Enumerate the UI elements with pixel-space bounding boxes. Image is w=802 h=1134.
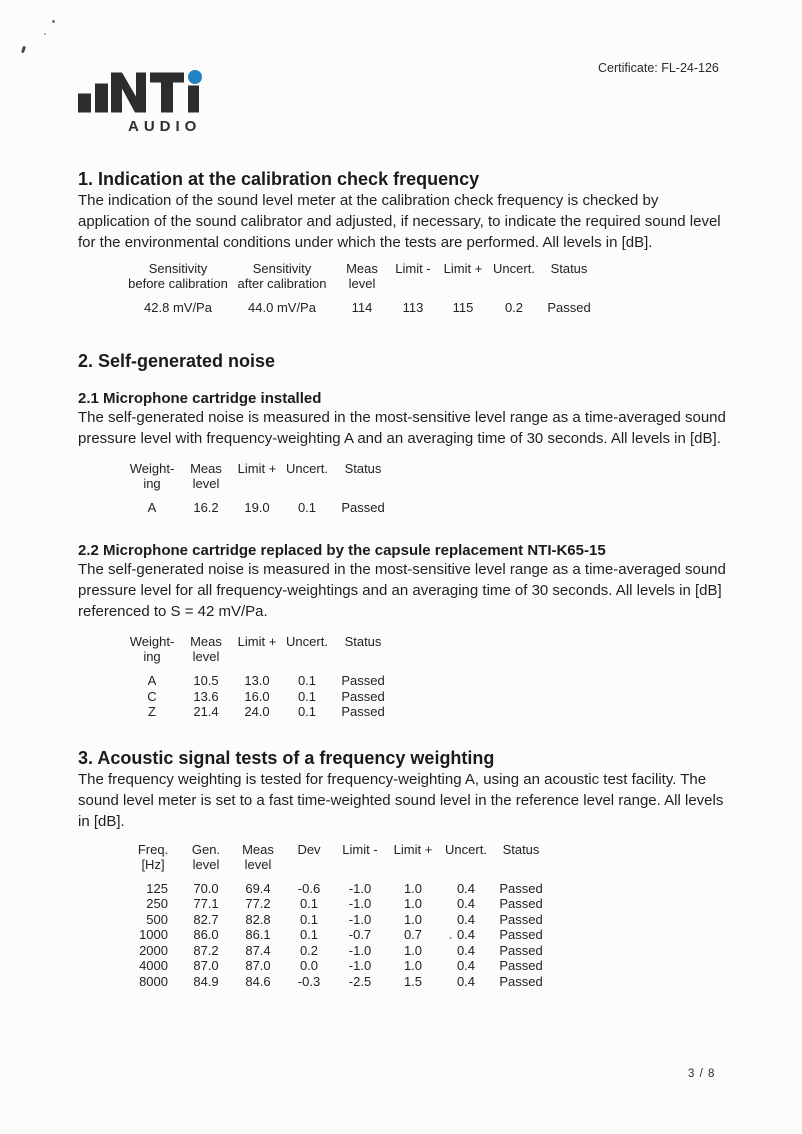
table-cell: 70.0	[193, 880, 219, 896]
column-header: Gen. level	[191, 841, 221, 872]
table-cell: 1.0	[403, 942, 423, 958]
table-cell: 500	[146, 911, 168, 927]
self-noise-installed-table	[124, 461, 394, 516]
table-cell: 0.1	[299, 911, 319, 927]
nti-audio-logo	[78, 68, 238, 140]
column-header: Meas level	[190, 460, 222, 491]
column-header: Limit +	[443, 261, 483, 276]
table-cell: 24.0	[244, 704, 270, 719]
table-cell: 86.0	[193, 927, 219, 942]
table-cell: 0.4	[456, 942, 476, 958]
column-header: Meas level	[190, 634, 222, 664]
section-2-1-heading: 2.1 Microphone cartridge installed	[78, 389, 322, 407]
column-header: Limit -	[395, 261, 431, 276]
column-header: Dev	[297, 841, 321, 857]
column-header: Status	[502, 841, 540, 857]
table-cell: -2.5	[348, 973, 372, 989]
column-header: Limit +	[237, 460, 277, 476]
table-cell: 87.0	[193, 958, 219, 973]
table-cell: 82.7	[193, 911, 219, 927]
section-2-2-paragraph: The self-generated noise is measured in the most-sensitive level range as a time-averaged sound pressure level for all frequency-weightings and an averaging time of 30 seconds. All levels in [dB] referenced to S = 42 mV/Pa.	[78, 561, 726, 620]
table-cell: 77.1	[193, 896, 219, 911]
table-cell: 0.4	[456, 896, 476, 911]
table-cell: 87.4	[245, 942, 271, 958]
table-cell: 0.1	[297, 673, 317, 688]
table-cell: 77.2	[245, 896, 271, 911]
table-cell: 87.0	[245, 958, 271, 973]
table-cell: 1.0	[403, 880, 423, 896]
table-cell: 19.0	[244, 499, 270, 515]
column-header: Sensitivity after calibration	[237, 261, 327, 291]
table-cell: -1.0	[348, 880, 372, 896]
scan-artifact	[44, 33, 46, 35]
table-row	[126, 896, 550, 912]
table-cell: 0.1	[297, 688, 317, 704]
column-header: Uncert.	[445, 841, 487, 857]
logo-bar-large	[95, 84, 108, 113]
table-cell: Passed	[341, 673, 385, 688]
table-cell: 0.1	[299, 927, 319, 942]
table-cell: 86.1	[245, 927, 271, 942]
table-cell: 4000	[139, 958, 168, 973]
scan-artifact	[21, 46, 26, 54]
table-cell: -0.6	[297, 880, 321, 896]
logo-letter-t	[150, 73, 184, 113]
table-row	[128, 300, 598, 316]
table-cell: 0.2	[299, 942, 319, 958]
column-header: Status	[344, 634, 382, 649]
nti-logo-letters	[78, 68, 218, 115]
section-2-1-paragraph: The self-generated noise is measured in the most-sensitive level range as a time-averaged sound pressure level with frequency-weighting A and an averaging time of 30 seconds. All levels in [dB].	[78, 408, 726, 447]
table-cell: 82.8	[245, 911, 271, 927]
table-row	[126, 927, 550, 943]
table-cell: 0.1	[297, 704, 317, 719]
column-header: Meas level	[242, 841, 274, 872]
table-cell: Passed	[499, 927, 543, 942]
table-row	[124, 673, 394, 689]
certificate-number: Certificate: FL-24-126	[598, 61, 719, 75]
table-cell: 84.9	[193, 973, 219, 989]
table-cell: 114	[351, 300, 373, 315]
section-1-paragraph: The indication of the sound level meter at the calibration check frequency is checked by application of the sound calibrator and adjusted, if necessary, to indicate the required sound level for the environmental conditions under which the tests are performed. All levels in [dB].	[78, 192, 721, 251]
table-cell: 1.5	[403, 973, 423, 989]
table-cell: 10.5	[193, 673, 219, 688]
frequency-weighting-table	[126, 842, 550, 990]
section-3-paragraph: The frequency weighting is tested for frequency-weighting A, using an acoustic test facility. The sound level meter is set to a fast time-weighted sound level in the reference level range. All levels in [dB].	[78, 770, 724, 830]
document-body	[78, 168, 738, 989]
section-2-heading: 2. Self-generated noise	[78, 350, 276, 371]
table-row	[126, 912, 550, 928]
table-cell: Passed	[499, 880, 543, 896]
table-cell: 1.0	[403, 911, 423, 927]
table-cell: -0.7	[348, 927, 372, 942]
table-cell: -1.0	[348, 896, 372, 911]
table-cell: Passed	[547, 300, 591, 315]
table-cell: 0.0	[299, 958, 319, 973]
table-cell: A	[147, 673, 157, 688]
table-cell: 115	[452, 300, 474, 315]
column-header: Status	[550, 261, 588, 276]
table-cell: 1.0	[403, 896, 423, 911]
logo-letter-n	[111, 73, 146, 113]
column-header: Limit +	[393, 841, 433, 857]
table-cell: -0.3	[297, 973, 321, 989]
table-cell: -1.0	[348, 958, 372, 973]
table-cell: C	[147, 688, 157, 704]
column-header: Limit +	[237, 634, 277, 649]
table-cell: 42.8 mV/Pa	[144, 300, 212, 315]
table-cell: 125	[146, 880, 168, 896]
logo-audio-text: AUDIO	[128, 118, 202, 135]
table-cell: 1000	[139, 927, 168, 942]
table-cell: 250	[146, 896, 168, 911]
table-cell: Passed	[499, 911, 543, 927]
table-cell: Passed	[341, 499, 385, 515]
table-cell: 0.4	[456, 958, 476, 973]
calibration-check-table	[128, 261, 598, 316]
self-noise-replaced-table	[124, 634, 394, 720]
section-3-heading: 3. Acoustic signal tests of a frequency weighting	[78, 747, 495, 768]
table-cell: 16.2	[193, 499, 219, 515]
section-2-2-heading: 2.2 Microphone cartridge replaced by the capsule replacement NTI-K65-15	[78, 542, 606, 559]
table-cell: 113	[402, 300, 424, 315]
scan-artifact	[52, 20, 55, 23]
table-cell: -1.0	[348, 911, 372, 927]
section-1-heading: 1. Indication at the calibration check frequency	[78, 169, 480, 189]
table-cell: 84.6	[245, 973, 271, 989]
table-cell: 13.0	[244, 673, 270, 688]
table-cell: Passed	[341, 704, 385, 719]
table-row	[126, 943, 550, 959]
table-row	[126, 958, 550, 974]
table-cell: -1.0	[348, 942, 372, 958]
logo-bar-small	[78, 94, 91, 113]
table-cell: 1.0	[403, 958, 423, 973]
table-cell: Z	[148, 704, 156, 719]
column-header: Uncert.	[286, 460, 328, 476]
column-header: Freq. [Hz]	[137, 841, 169, 872]
table-cell: 69.4	[245, 880, 271, 896]
column-header: Weight- ing	[129, 460, 175, 491]
column-header: Limit -	[342, 841, 378, 857]
table-cell: 44.0 mV/Pa	[248, 300, 316, 315]
column-header: Meas level	[346, 261, 378, 291]
table-row	[124, 500, 394, 516]
column-header: Uncert.	[493, 261, 535, 276]
table-cell: 0.4	[456, 880, 476, 896]
table-cell: 0.4	[456, 973, 476, 989]
table-cell: 0.4	[456, 927, 476, 942]
table-cell: 16.0	[244, 688, 270, 704]
table-cell: Passed	[499, 958, 543, 973]
table-cell: 0.1	[299, 896, 319, 911]
table-cell: A	[147, 499, 157, 515]
table-cell: 8000	[139, 973, 168, 989]
table-cell: Passed	[499, 896, 543, 911]
table-cell: 13.6	[193, 688, 219, 704]
table-cell: 0.7	[403, 927, 423, 942]
table-cell: 0.2	[504, 300, 524, 315]
table-cell: Passed	[499, 942, 543, 958]
logo-i-dot	[188, 70, 202, 84]
column-header: Uncert.	[286, 634, 328, 649]
table-cell: 0.4	[456, 911, 476, 927]
table-cell: Passed	[499, 973, 543, 989]
table-cell: 87.2	[193, 942, 219, 958]
table-cell: 21.4	[193, 704, 219, 719]
table-row	[126, 881, 550, 897]
table-cell: Passed	[341, 688, 385, 704]
logo-letter-i-stem	[188, 86, 199, 113]
table-cell: 0.1	[297, 499, 317, 515]
column-header: Weight- ing	[129, 634, 175, 664]
table-row	[126, 974, 550, 990]
page-number: 3 / 8	[688, 1068, 716, 1080]
column-header: Sensitivity before calibration	[128, 261, 228, 291]
table-cell: 2000	[139, 942, 168, 958]
table-row	[124, 689, 394, 705]
table-row	[124, 704, 394, 720]
column-header: Status	[344, 460, 382, 476]
